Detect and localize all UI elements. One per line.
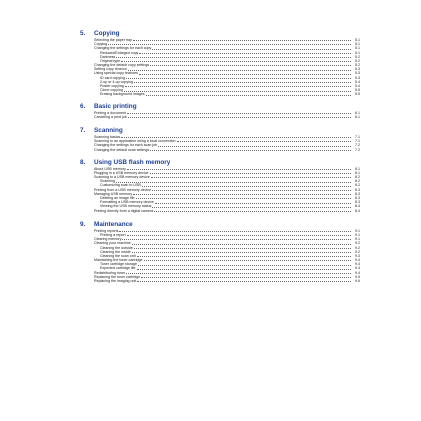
dot-leader	[152, 49, 351, 50]
chapter-number: 8.	[80, 158, 86, 166]
entry-label: Scanning to an application using a local connection	[94, 139, 176, 144]
entry-page-number: 9.4	[355, 262, 360, 267]
entry-label: Viewing the USB memory status	[100, 204, 152, 209]
chapter-entries	[94, 135, 360, 152]
entry-page-number: 8.4	[355, 204, 360, 209]
entry-label: Clone copying	[100, 88, 123, 93]
chapter-heading[interactable]	[80, 221, 360, 229]
entry-label: Cleaning your machine	[94, 241, 131, 246]
entry-page-number: 5.4	[355, 79, 360, 84]
chapter-heading[interactable]	[80, 159, 360, 167]
entry-page-number: 9.5	[355, 274, 360, 279]
dot-leader	[119, 231, 351, 232]
dot-leader	[151, 177, 351, 178]
entry-label: Reduced/Enlarged copy	[100, 50, 139, 55]
entry-label: Scanning	[100, 179, 115, 184]
dot-leader	[137, 269, 351, 270]
entry-page-number: 9.3	[355, 253, 360, 258]
toc-entry[interactable]	[94, 209, 360, 213]
dot-leader	[154, 211, 351, 212]
entry-page-number: 8.2	[355, 175, 360, 180]
entry-label: Printing a report	[100, 232, 126, 237]
toc-chapter	[80, 103, 360, 119]
entry-label: Printing directly from a digital camera	[94, 208, 154, 213]
chapter-title: Maintenance	[94, 220, 133, 228]
chapter-entries	[94, 111, 360, 119]
table-of-contents	[80, 30, 360, 283]
dot-leader	[128, 70, 351, 71]
entry-label: Printing from a USB memory device	[94, 187, 152, 192]
dot-leader	[121, 137, 351, 138]
chapter-number: 7.	[80, 127, 86, 134]
entry-label: Scanning basics	[94, 134, 121, 139]
dot-leader	[152, 207, 351, 208]
dot-leader	[146, 95, 351, 96]
entry-page-number: 8.3	[355, 200, 360, 205]
entry-label: Redistributing toner	[94, 270, 126, 275]
toc-chapter	[80, 221, 360, 283]
dot-leader	[141, 277, 351, 278]
entry-page-number: 7.1	[355, 139, 360, 144]
entry-page-number: 9.1	[355, 237, 360, 242]
entry-label: Replacing the imaging unit	[94, 279, 137, 284]
entry-page-number: 5.2	[355, 58, 360, 63]
entry-label: Changing the settings for each scan job	[94, 143, 158, 148]
entry-page-number: 5.1	[355, 46, 360, 51]
chapter-entries	[94, 167, 360, 213]
entry-page-number: 8.4	[355, 208, 360, 213]
entry-page-number: 7.2	[355, 147, 360, 152]
chapter-number: 9.	[80, 220, 86, 228]
entry-label: Using special copy features	[94, 71, 138, 76]
dot-leader	[150, 150, 351, 151]
entry-page-number: 9.2	[355, 241, 360, 246]
chapter-title: Scanning	[94, 127, 123, 134]
entry-label: Changing the default scan settings	[94, 147, 150, 152]
dot-leader	[125, 86, 351, 87]
toc-chapter	[80, 30, 360, 97]
entry-label: Changing the settings for each copy	[94, 46, 152, 51]
entry-page-number: 8.2	[355, 183, 360, 188]
entry-label: Canceling a print job	[94, 114, 127, 119]
dot-leader	[127, 169, 351, 170]
chapter-heading[interactable]	[80, 127, 360, 135]
entry-page-number: 5.3	[355, 75, 360, 80]
entry-label: Printing reports	[94, 228, 119, 233]
chapter-heading[interactable]	[80, 103, 360, 111]
dot-leader	[152, 190, 351, 191]
entry-label: Darkness	[100, 54, 116, 59]
entry-page-number: 5.1	[355, 37, 360, 42]
chapter-heading[interactable]	[80, 30, 360, 38]
entry-page-number: 7.1	[355, 134, 360, 139]
chapter-entries	[94, 38, 360, 97]
entry-page-number: 9.2	[355, 249, 360, 254]
entry-page-number: 8.1	[355, 166, 360, 171]
chapter-entries	[94, 229, 360, 283]
toc-entry[interactable]	[94, 279, 360, 283]
dot-leader	[177, 141, 351, 142]
entry-page-number: 8.3	[355, 187, 360, 192]
entry-label: 2-up or 4-up copying	[100, 79, 133, 84]
entry-label: Setting copy timeout	[94, 67, 127, 72]
dot-leader	[144, 260, 351, 261]
chapter-title: Basic printing	[94, 102, 137, 110]
entry-label: About USB memory	[94, 166, 126, 171]
entry-page-number: 6.1	[355, 110, 360, 115]
entry-page-number: 9.4	[355, 270, 360, 275]
dot-leader	[128, 117, 351, 118]
entry-label: Poster copying	[100, 84, 124, 89]
entry-page-number: 9.4	[355, 258, 360, 263]
entry-page-number: 9.2	[355, 245, 360, 250]
entry-label: Clearing memory	[94, 237, 122, 242]
dot-leader	[137, 281, 351, 282]
dot-leader	[139, 74, 351, 75]
toc-entry[interactable]	[94, 115, 360, 119]
entry-page-number: 9.1	[355, 232, 360, 237]
entry-page-number: 5.1	[355, 42, 360, 47]
dot-leader	[142, 186, 351, 187]
entry-page-number: 6.1	[355, 114, 360, 119]
toc-subentry[interactable]	[94, 92, 360, 96]
chapter-title: Copying	[94, 30, 120, 37]
entry-label: Formatting a USB memory device	[100, 200, 154, 205]
entry-page-number: 5.5	[355, 88, 360, 93]
entry-label: ID card copying	[100, 75, 125, 80]
dot-leader	[133, 40, 351, 41]
entry-page-number: 8.3	[355, 196, 360, 201]
entry-label: Cleaning the scan unit	[100, 253, 136, 258]
entry-page-number: 9.6	[355, 279, 360, 284]
dot-leader	[132, 252, 351, 253]
entry-page-number: 5.2	[355, 63, 360, 68]
entry-label: Plugging in a USB memory device	[94, 170, 149, 175]
entry-label: Original type	[100, 58, 121, 63]
dot-leader	[150, 173, 351, 174]
entry-page-number: 8.1	[355, 170, 360, 175]
dot-leader	[134, 248, 351, 249]
dot-leader	[158, 146, 351, 147]
entry-page-number: 7.2	[355, 143, 360, 148]
toc-chapter	[80, 159, 360, 213]
chapter-number: 5.	[80, 30, 86, 37]
dot-leader	[133, 194, 351, 195]
dot-leader	[127, 235, 351, 236]
dot-leader	[121, 61, 351, 62]
dot-leader	[132, 244, 351, 245]
dot-leader	[138, 265, 351, 266]
entry-page-number: 5.5	[355, 92, 360, 97]
chapter-title: Using USB flash memory	[94, 158, 171, 166]
chapter-number: 6.	[80, 102, 86, 110]
dot-leader	[122, 239, 351, 240]
entry-label: Deleting an image file	[100, 196, 135, 201]
entry-label: Changing the default copy settings	[94, 63, 150, 68]
entry-label: Maintaining the toner cartridge	[94, 258, 143, 263]
entry-page-number: 5.1	[355, 50, 360, 55]
entry-label: Scanning to a USB memory device	[94, 175, 150, 180]
entry-page-number: 5.2	[355, 54, 360, 59]
entry-page-number: 9.4	[355, 266, 360, 271]
dot-leader	[126, 78, 351, 79]
entry-label: Cleaning the inside	[100, 249, 131, 254]
entry-label: Customizing scan to USB	[100, 183, 141, 188]
entry-label: Copying	[94, 42, 108, 47]
entry-label: Cleaning the outside	[100, 245, 133, 250]
dot-leader	[139, 53, 351, 54]
entry-page-number: 8.3	[355, 191, 360, 196]
toc-entry[interactable]	[94, 148, 360, 152]
toc-chapter	[80, 127, 360, 152]
dot-leader	[126, 273, 351, 274]
dot-leader	[108, 44, 351, 45]
dot-leader	[116, 182, 351, 183]
entry-page-number: 5.4	[355, 84, 360, 89]
dot-leader	[137, 256, 351, 257]
dot-leader	[124, 91, 351, 92]
entry-label: Managing USB memory	[94, 191, 133, 196]
dot-leader	[150, 65, 351, 66]
entry-label: Selecting the paper tray	[94, 37, 132, 42]
entry-page-number: 9.1	[355, 228, 360, 233]
dot-leader	[116, 57, 351, 58]
entry-label: Erasing background images	[100, 92, 145, 97]
dot-leader	[136, 198, 351, 199]
dot-leader	[134, 82, 351, 83]
entry-label: Printing a document	[94, 110, 126, 115]
entry-page-number: 8.2	[355, 179, 360, 184]
dot-leader	[127, 113, 351, 114]
entry-page-number: 5.3	[355, 67, 360, 72]
entry-page-number: 5.3	[355, 71, 360, 76]
entry-label: Expected cartridge life	[100, 266, 136, 271]
entry-label: Toner cartridge storage	[100, 262, 137, 267]
entry-label: Replacing the toner cartridge	[94, 274, 141, 279]
dot-leader	[155, 203, 351, 204]
